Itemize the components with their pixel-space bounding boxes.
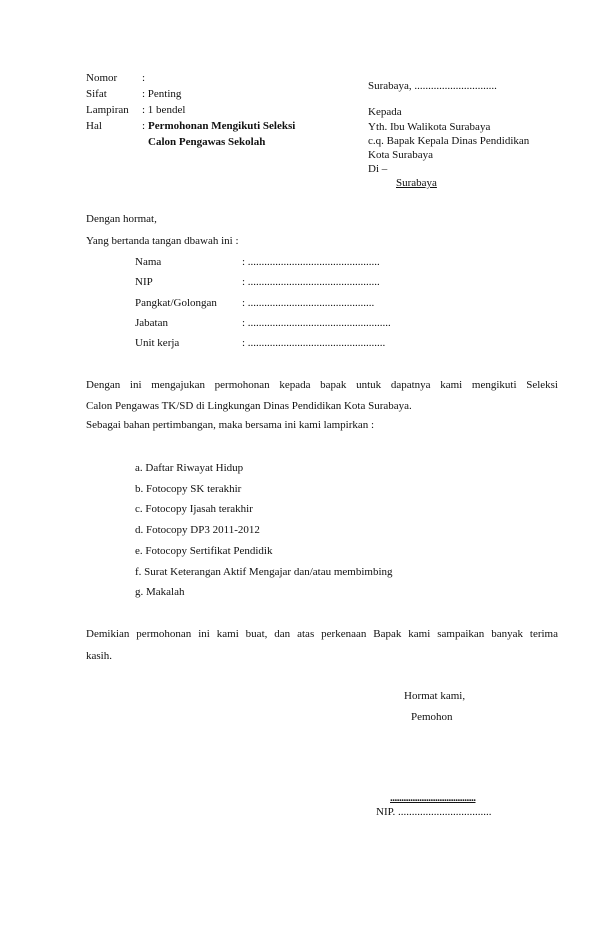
field-value-nip: : ................................................	[242, 276, 380, 288]
greeting: Dengan hormat,	[86, 213, 157, 225]
list-item: a. Daftar Riwayat Hidup	[135, 462, 244, 474]
field-value-nama: : ................................................	[242, 256, 380, 268]
para2: Sebagai bahan pertimbangan, maka bersama ini kami lampirkan :	[86, 419, 375, 431]
field-label-unit-kerja: Unit kerja	[135, 337, 180, 349]
recipient-line2: c.q. Bapak Kepala Dinas Pendidikan	[368, 135, 530, 147]
signer-nip: NIP. ..................................	[376, 806, 492, 818]
field-label-jabatan: Jabatan	[135, 317, 168, 329]
para1-line2: Calon Pengawas TK/SD di Lingkungan Dinas Pendidikan Kota Surabaya.	[86, 400, 412, 412]
field-value-jabatan: : ....................................................	[242, 317, 391, 329]
field-label-nip: NIP	[135, 276, 153, 288]
closing-line2: kasih.	[86, 650, 112, 662]
lampiran-label: Lampiran	[86, 104, 129, 116]
field-value-unit-kerja: : ..................................................	[242, 337, 386, 349]
hal-colon: :	[142, 120, 146, 132]
intro-line: Yang bertanda tangan dbawah ini :	[86, 235, 239, 247]
signer-role: Pemohon	[411, 711, 453, 723]
field-value-pangkat: : ..............................................	[242, 297, 375, 309]
recipient-city: Surabaya	[396, 177, 437, 189]
field-label-nama: Nama	[135, 256, 162, 268]
sifat-value: : Penting	[142, 88, 182, 100]
recipient-line1: Yth. Ibu Walikota Surabaya	[368, 121, 491, 133]
list-item: c. Fotocopy Ijasah terakhir	[135, 503, 253, 515]
closing-line1: Demikian permohonan ini kami buat, dan atas perkenaan Bapak kami sampaikan banyak terima	[86, 628, 558, 640]
para1-line1: Dengan ini mengajukan permohonan kepada bapak untuk dapatnya kami mengikuti Seleksi	[86, 379, 558, 391]
recipient-di: Di –	[368, 163, 388, 175]
nomor-value: :	[142, 72, 146, 84]
list-item: g. Makalah	[135, 586, 185, 598]
hal-value-line1: Permohonan Mengikuti Seleksi	[148, 120, 296, 132]
list-item: e. Fotocopy Sertifikat Pendidik	[135, 545, 273, 557]
nomor-label: Nomor	[86, 72, 118, 84]
regards: Hormat kami,	[404, 690, 466, 702]
recipient-line3: Kota Surabaya	[368, 149, 434, 161]
list-item: f. Surat Keterangan Aktif Mengajar dan/atau membimbing	[135, 566, 393, 578]
signer-name-line: ......................................	[390, 792, 476, 804]
hal-label: Hal	[86, 120, 102, 132]
list-item: b. Fotocopy SK terakhir	[135, 483, 242, 495]
lampiran-value: : 1 bendel	[142, 104, 186, 116]
list-item: d. Fotocopy DP3 2011-2012	[135, 524, 260, 536]
hal-value-line2: Calon Pengawas Sekolah	[148, 136, 266, 148]
kepada: Kepada	[368, 106, 402, 118]
place-date: Surabaya, ..............................	[368, 80, 497, 92]
sifat-label: Sifat	[86, 88, 107, 100]
field-label-pangkat: Pangkat/Golongan	[135, 297, 217, 309]
